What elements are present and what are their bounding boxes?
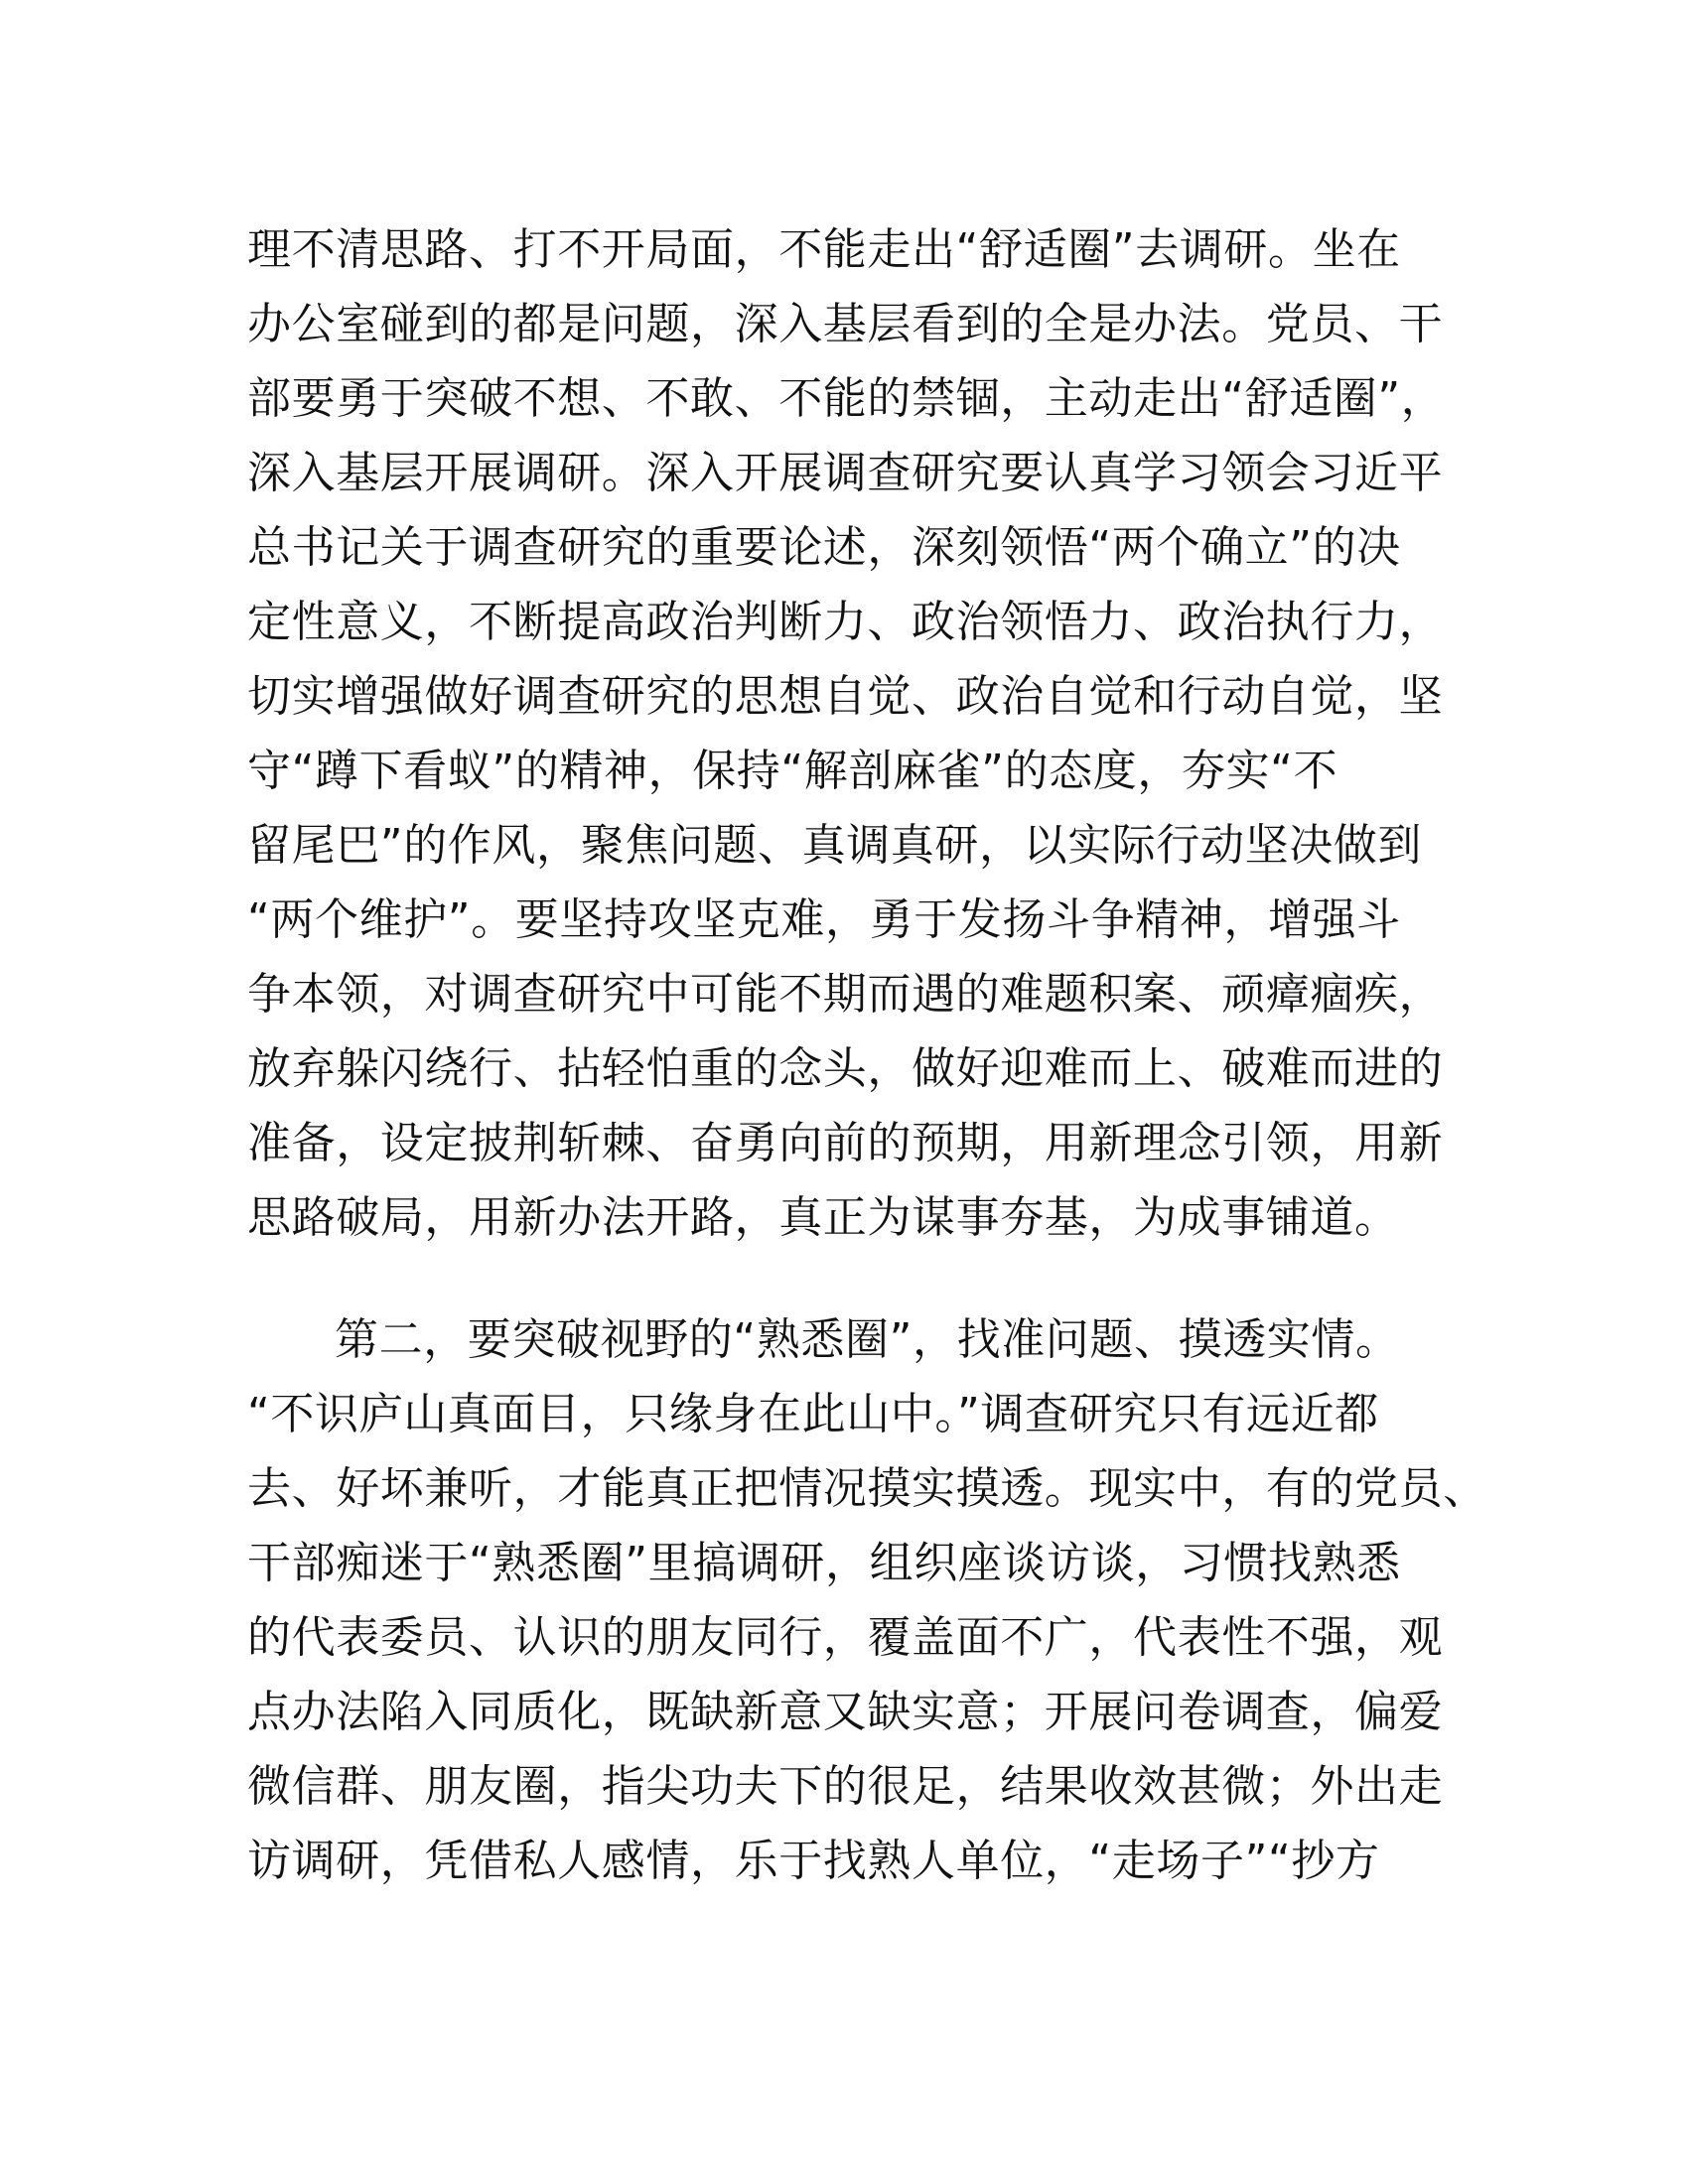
text-line: 切实增强做好调查研究的思想自觉、政治自觉和行动自觉，坚 xyxy=(247,671,1444,722)
text-line: 争本领，对调查研究中可能不期而遇的难题积案、顽瘴痼疾， xyxy=(247,969,1444,1020)
text-line: 留尾巴”的作风，聚焦问题、真调真研，以实际行动坚决做到 xyxy=(247,820,1422,871)
text-line: 思路破局，用新办法开路，真正为谋事夯基，为成事铺道。 xyxy=(247,1192,1399,1243)
text-line: 定性意义，不断提高政治判断力、政治领悟力、政治执行力， xyxy=(247,597,1444,647)
text-line-first: 第二，要突破视野的“熟悉圈”，找准问题、摸透实情。 xyxy=(335,1314,1400,1365)
text-line: 深入基层开展调研。深入开展调查研究要认真学习领会习近平 xyxy=(247,448,1444,498)
text-line: 理不清思路、打不开局面，不能走出“舒适圈”去调研。坐在 xyxy=(247,224,1401,275)
paragraph-1 xyxy=(247,212,1446,1255)
text-line: “两个维护”。要坚持攻坚克难，勇于发扬斗争精神，增强斗 xyxy=(247,894,1401,945)
paragraph-2 xyxy=(247,1302,1487,1898)
text-line: 部要勇于突破不想、不敢、不能的禁锢，主动走出“舒适圈”， xyxy=(247,373,1446,424)
text-line: 访调研，凭借私人感情，乐于找熟人单位，“走场子”“抄方 xyxy=(247,1836,1380,1886)
text-line: 的代表委员、认识的朋友同行，覆盖面不广，代表性不强，观 xyxy=(247,1612,1444,1663)
text-line: 守“蹲下看蚁”的精神，保持“解剖麻雀”的态度，夯实“不 xyxy=(247,746,1338,796)
text-line: 点办法陷入同质化，既缺新意又缺实意；开展问卷调查，偏爱 xyxy=(247,1687,1444,1737)
text-line: “不识庐山真面目，只缘身在此山中。”调查研究只有远近都 xyxy=(247,1389,1379,1439)
text-line: 准备，设定披荆斩棘、奋勇向前的预期，用新理念引领，用新 xyxy=(247,1118,1444,1168)
text-line: 干部痴迷于“熟悉圈”里搞调研，组织座谈访谈，习惯找熟悉 xyxy=(247,1538,1401,1588)
text-line: 去、好坏兼听，才能真正把情况摸实摸透。现实中，有的党员、 xyxy=(247,1463,1487,1514)
text-line: 微信群、朋友圈，指尖功夫下的很足，结果收效甚微；外出走 xyxy=(247,1761,1444,1812)
text-line: 总书记关于调查研究的重要论述，深刻领悟“两个确立”的决 xyxy=(247,522,1401,573)
text-line: 办公室碰到的都是问题，深入基层看到的全是办法。党员、干 xyxy=(247,299,1444,349)
text-line: 放弃躲闪绕行、拈轻怕重的念头，做好迎难而上、破难而进的 xyxy=(247,1043,1444,1094)
